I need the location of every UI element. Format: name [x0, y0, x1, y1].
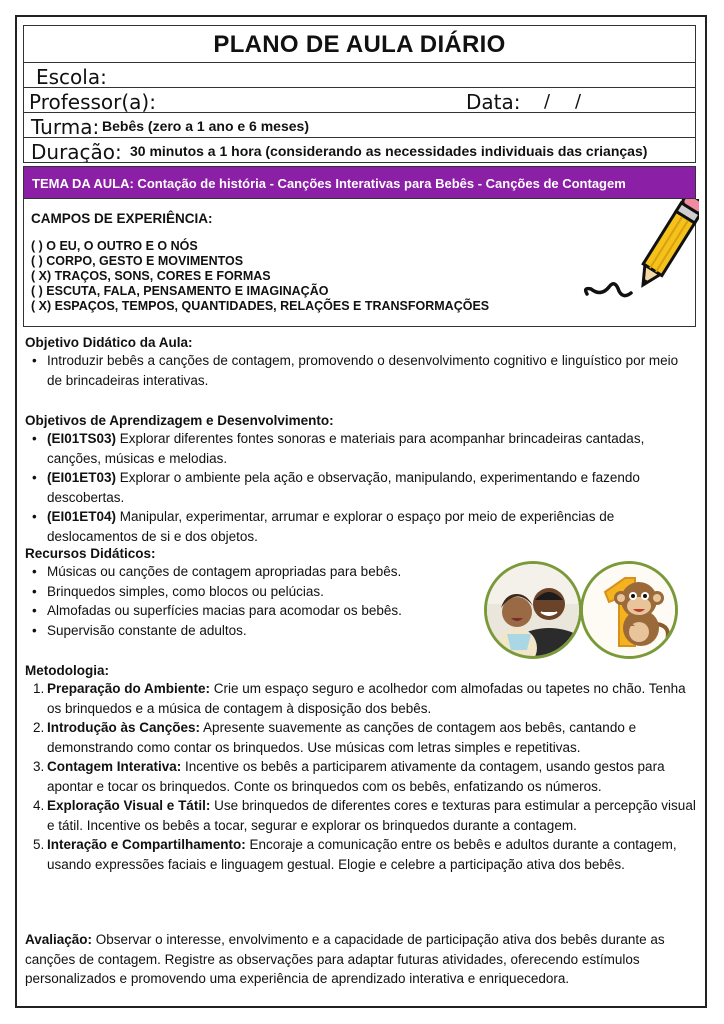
duracao-value: 30 minutos a 1 hora (considerando as necessidades individuais das crianças) [130, 143, 648, 159]
recursos-section [25, 546, 475, 640]
objective-text: Explorar diferentes fontes sonoras e materiais para acompanhar brincadeiras cantadas, canções, músicas e melodias. [47, 431, 645, 466]
professor-row [24, 88, 695, 113]
recursos-list [25, 562, 475, 640]
duracao-row [24, 138, 695, 162]
metodologia-section [25, 663, 697, 874]
objetivos-list [25, 429, 697, 546]
list-number: 1. [33, 681, 45, 696]
list-item [25, 679, 697, 718]
campos-list [31, 239, 489, 314]
avaliacao-section [25, 930, 685, 989]
duracao-label: Duração: [31, 140, 122, 162]
data-slash: / [544, 91, 551, 112]
avaliacao-text: Observar o interesse, envolvimento e a capacidade de participação ativa dos bebês durante as canções de contagem. Registre as observações para adaptar futuras atividades, oferecendo estímulos personalizados e promovendo uma experiência de aprendizado interativa e enriquecedora. [25, 932, 665, 986]
page-title: PLANO DE AULA DIÁRIO [24, 26, 695, 63]
family-photo [484, 561, 582, 659]
avaliacao-title: Avaliação: [25, 932, 93, 947]
objetivos-aprendizagem-title: Objetivos de Aprendizagem e Desenvolvimento: [25, 413, 334, 428]
step-text: Use brinquedos de diferentes cores e texturas para estimular a percepção visual e tátil. Incentive os bebês a tocar, segurar e explorar os brinquedos durante a contagem. [47, 798, 696, 833]
objective-code: (EI01TS03) [47, 431, 117, 446]
pencil-icon [579, 199, 699, 309]
step-text: Crie um espaço seguro e acolhedor com almofadas ou tapetes no chão. Tenha os brinquedos e a música de contagem à disposição dos bebês. [47, 681, 686, 716]
list-item: • Supervisão constante de adultos. [25, 621, 475, 641]
objective-text: Explorar o ambiente pela ação e observação, manipulando, experimentando e fazendo descobertas. [47, 470, 640, 505]
step-text: Incentive os bebês a participarem ativamente da contagem, usando gestos para apontar e tocar os brinquedos. Conte os brinquedos com os bebês, enfatizando os números. [47, 759, 665, 794]
step-head: Interação e Compartilhamento: [47, 837, 246, 852]
list-item: • Músicas ou canções de contagem apropriadas para bebês. [25, 562, 475, 582]
turma-row [24, 113, 695, 138]
campos-item: ( X) ESPAÇOS, TEMPOS, QUANTIDADES, RELAÇÕES E TRANSFORMAÇÕES [31, 299, 490, 313]
campos-item: ( ) CORPO, GESTO E MOVIMENTOS [31, 254, 244, 268]
recursos-title: Recursos Didáticos: [25, 546, 156, 561]
campos-item: ( X) TRAÇOS, SONS, CORES E FORMAS [31, 269, 271, 283]
campos-item: ( ) ESCUTA, FALA, PENSAMENTO E IMAGINAÇÃO [31, 284, 329, 298]
tema-banner: TEMA DA AULA: Contação de história - Canções Interativas para Bebês - Canções de Contagem [23, 166, 696, 199]
list-item [25, 796, 697, 835]
step-text: Encoraje a comunicação entre os bebês e adultos durante a contagem, usando expressões faciais e linguagem gestual. Elogie e celebre a participação ativa dos bebês. [47, 837, 677, 872]
professor-label: Professor(a): [29, 90, 156, 113]
objetivo-didatico-section [25, 335, 695, 390]
step-head: Exploração Visual e Tátil: [47, 798, 211, 813]
metodologia-title: Metodologia: [25, 663, 109, 678]
step-head: Contagem Interativa: [47, 759, 182, 774]
list-item [25, 429, 697, 468]
list-item [25, 468, 697, 507]
objective-code: (EI01ET03) [47, 470, 117, 485]
list-number: 4. [33, 798, 45, 813]
campos-item: ( ) O EU, O OUTRO E O NÓS [31, 239, 198, 253]
objective-code: (EI01ET04) [47, 509, 117, 524]
campos-title: CAMPOS DE EXPERIÊNCIA: [31, 211, 213, 226]
escola-row [24, 63, 695, 88]
monkey-number-one-illustration [580, 561, 678, 659]
step-head: Introdução às Canções: [47, 720, 201, 735]
step-text: Apresente suavemente as canções de contagem aos bebês, cantando e demonstrando como contar os brinquedos. Use músicas com letras simples e repetitivas. [47, 720, 637, 755]
turma-value: Bebês (zero a 1 ano e 6 meses) [102, 118, 309, 134]
list-item: • Introduzir bebês a canções de contagem, promovendo o desenvolvimento cognitivo e linguístico por meio de brincadeiras interativas. [25, 351, 695, 390]
list-item: • Brinquedos simples, como blocos ou pelúcias. [25, 582, 475, 602]
list-number: 5. [33, 837, 45, 852]
data-label: Data: [466, 90, 521, 113]
escola-label: Escola: [36, 65, 107, 88]
objetivo-didatico-list [25, 351, 695, 390]
step-head: Preparação do Ambiente: [47, 681, 211, 696]
data-slash: / [575, 91, 582, 112]
list-number: 2. [33, 720, 45, 735]
list-item [25, 757, 697, 796]
campos-experiencia-box [23, 199, 696, 327]
list-item [25, 718, 697, 757]
header-table [23, 25, 696, 163]
list-number: 3. [33, 759, 45, 774]
list-item [25, 835, 697, 874]
objetivos-aprendizagem-section [25, 413, 697, 546]
list-item: • Almofadas ou superfícies macias para acomodar os bebês. [25, 601, 475, 621]
objetivo-didatico-title: Objetivo Didático da Aula: [25, 335, 193, 350]
objective-text: Manipular, experimentar, arrumar e explorar o espaço por meio de experiências de deslocamentos de si e dos objetos. [47, 509, 615, 544]
list-item [25, 507, 697, 546]
metodologia-list [25, 679, 697, 874]
turma-label: Turma: [31, 115, 100, 138]
